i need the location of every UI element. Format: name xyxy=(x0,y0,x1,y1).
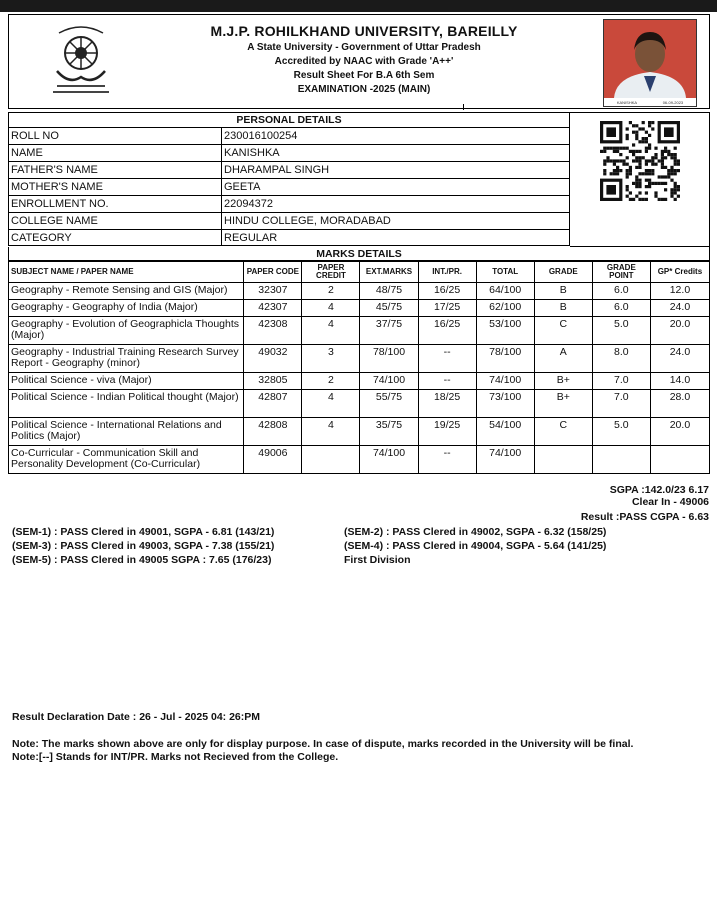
photo-name: KANISHKA xyxy=(616,99,638,105)
table-cell: 8.0 xyxy=(592,345,650,373)
marks-column-header: GRADE POINT xyxy=(592,262,650,283)
table-cell: 24.0 xyxy=(650,345,709,373)
divider-tick xyxy=(463,104,464,110)
table-cell: 19/25 xyxy=(418,418,476,446)
table-cell: 32805 xyxy=(244,373,302,390)
university-status: A State University - Government of Uttar Pradesh xyxy=(247,42,481,53)
division: First Division xyxy=(344,554,411,566)
table-cell: 4 xyxy=(302,390,360,418)
table-cell: C xyxy=(534,317,592,345)
personal-details-heading: PERSONAL DETAILS xyxy=(8,112,570,127)
table-cell: 2 xyxy=(302,373,360,390)
table-cell: 16/25 xyxy=(418,283,476,300)
table-cell: -- xyxy=(418,373,476,390)
table-cell: Political Science - International Relations and Politics (Major) xyxy=(9,418,244,446)
table-cell: 3 xyxy=(302,345,360,373)
table-cell: 54/100 xyxy=(476,418,534,446)
table-cell: 32307 xyxy=(244,283,302,300)
table-cell: 73/100 xyxy=(476,390,534,418)
marks-column-header: PAPER CODE xyxy=(244,262,302,283)
table-cell: 35/75 xyxy=(360,418,418,446)
table-cell: 78/100 xyxy=(476,345,534,373)
personal-row xyxy=(8,229,570,246)
sgpa-value: SGPA :142.0/23 6.17 xyxy=(609,484,709,496)
table-cell: 53/100 xyxy=(476,317,534,345)
table-cell: 74/100 xyxy=(360,446,418,474)
table-cell: 6.0 xyxy=(592,283,650,300)
table-cell: 42808 xyxy=(244,418,302,446)
table-cell: 4 xyxy=(302,317,360,345)
marks-column-header: INT./PR. xyxy=(418,262,476,283)
photo-date: 06-09-2023 xyxy=(662,99,684,105)
marks-table xyxy=(8,261,710,474)
qr-code-icon xyxy=(600,121,680,201)
personal-label: FATHER'S NAME xyxy=(9,162,222,178)
table-cell: 42308 xyxy=(244,317,302,345)
top-bar xyxy=(0,0,717,12)
table-cell: 62/100 xyxy=(476,300,534,317)
table-row xyxy=(9,300,710,317)
table-cell: 4 xyxy=(302,418,360,446)
table-cell: Geography - Remote Sensing and GIS (Major) xyxy=(9,283,244,300)
table-cell: B xyxy=(534,283,592,300)
personal-row xyxy=(8,195,570,212)
table-cell: 45/75 xyxy=(360,300,418,317)
table-cell: 20.0 xyxy=(650,418,709,446)
table-cell: 49006 xyxy=(244,446,302,474)
table-cell: 4 xyxy=(302,300,360,317)
clear-in: Clear In - 49006 xyxy=(631,496,709,508)
table-cell: 37/75 xyxy=(360,317,418,345)
table-row xyxy=(9,418,710,446)
personal-row xyxy=(8,144,570,161)
table-cell: 55/75 xyxy=(360,390,418,418)
table-cell: 74/100 xyxy=(476,373,534,390)
note-display: Note: The marks shown above are only for display purpose. In case of dispute, marks recorded in the University will be final. xyxy=(12,738,634,750)
table-cell: 6.0 xyxy=(592,300,650,317)
table-cell: 7.0 xyxy=(592,390,650,418)
table-cell: 24.0 xyxy=(650,300,709,317)
sem-4-result: (SEM-4) : PASS Clered in 49004, SGPA - 5.64 (141/25) xyxy=(344,540,607,552)
personal-value: 22094372 xyxy=(224,198,273,210)
sem-1-result: (SEM-1) : PASS Clered in 49001, SGPA - 6.81 (143/21) xyxy=(12,526,275,538)
personal-value: KANISHKA xyxy=(224,147,280,159)
note-int-pr: Note:[--] Stands for INT/PR. Marks not Recieved from the College. xyxy=(12,751,339,763)
table-cell: 48/75 xyxy=(360,283,418,300)
table-cell: Geography - Geography of India (Major) xyxy=(9,300,244,317)
personal-row xyxy=(8,178,570,195)
personal-label: COLLEGE NAME xyxy=(9,213,222,229)
table-cell: 20.0 xyxy=(650,317,709,345)
qr-code-box xyxy=(570,112,710,247)
sem-2-result: (SEM-2) : PASS Clered in 49002, SGPA - 6.32 (158/25) xyxy=(344,526,607,538)
personal-details xyxy=(8,112,710,247)
table-cell: 12.0 xyxy=(650,283,709,300)
table-cell: Geography - Evolution of Geographicla Thoughts (Major) xyxy=(9,317,244,345)
table-cell xyxy=(302,446,360,474)
table-row xyxy=(9,345,710,373)
marks-column-header: GP* Credits xyxy=(650,262,709,283)
notes xyxy=(12,738,633,764)
university-name: M.J.P. ROHILKHAND UNIVERSITY, BAREILLY xyxy=(210,23,518,39)
table-cell: 74/100 xyxy=(476,446,534,474)
table-cell: B+ xyxy=(534,373,592,390)
table-cell: 5.0 xyxy=(592,418,650,446)
marks-details-heading: MARKS DETAILS xyxy=(8,247,710,261)
personal-row xyxy=(8,161,570,178)
table-cell: C xyxy=(534,418,592,446)
table-cell: 17/25 xyxy=(418,300,476,317)
sgpa-summary xyxy=(610,484,709,508)
declaration-date: Result Declaration Date : 26 - Jul - 2025 04: 26:PM xyxy=(12,711,261,723)
personal-value: REGULAR xyxy=(224,232,278,244)
table-row xyxy=(9,373,710,390)
table-cell: 78/100 xyxy=(360,345,418,373)
result-cgpa: Result :PASS CGPA - 6.63 xyxy=(580,511,709,523)
personal-value: GEETA xyxy=(224,181,261,193)
table-cell: B+ xyxy=(534,390,592,418)
table-cell: 42307 xyxy=(244,300,302,317)
personal-value: DHARAMPAL SINGH xyxy=(224,164,330,176)
table-cell: A xyxy=(534,345,592,373)
accreditation: Accredited by NAAC with Grade 'A++' xyxy=(274,56,454,67)
personal-label: NAME xyxy=(9,145,222,161)
university-logo-icon xyxy=(39,19,123,103)
semester-results-right xyxy=(344,525,606,567)
table-cell xyxy=(650,446,709,474)
table-cell: 28.0 xyxy=(650,390,709,418)
examination-title: EXAMINATION -2025 (MAIN) xyxy=(297,84,431,95)
table-cell: 42807 xyxy=(244,390,302,418)
marks-column-header: GRADE xyxy=(534,262,592,283)
table-cell xyxy=(592,446,650,474)
marks-column-header: SUBJECT NAME / PAPER NAME xyxy=(9,262,244,283)
table-row xyxy=(9,390,710,418)
table-cell: 49032 xyxy=(244,345,302,373)
sem-5-result: (SEM-5) : PASS Clered in 49005 SGPA : 7.65 (176/23) xyxy=(12,554,272,566)
table-cell: 16/25 xyxy=(418,317,476,345)
table-cell: 2 xyxy=(302,283,360,300)
table-row xyxy=(9,283,710,300)
table-cell: Political Science - Indian Political thought (Major) xyxy=(9,390,244,418)
personal-label: MOTHER'S NAME xyxy=(9,179,222,195)
table-cell: 7.0 xyxy=(592,373,650,390)
table-row xyxy=(9,446,710,474)
table-cell: B xyxy=(534,300,592,317)
table-cell: 74/100 xyxy=(360,373,418,390)
personal-label: ROLL NO xyxy=(9,128,222,144)
result-sheet-title: Result Sheet For B.A 6th Sem xyxy=(293,70,435,81)
personal-row xyxy=(8,127,570,144)
table-cell: -- xyxy=(418,446,476,474)
table-cell: Co-Curricular - Communication Skill and Personality Development (Co-Curricular) xyxy=(9,446,244,474)
table-cell xyxy=(534,446,592,474)
personal-label: CATEGORY xyxy=(9,230,222,245)
personal-value: HINDU COLLEGE, MORADABAD xyxy=(224,215,391,227)
marks-column-header: TOTAL xyxy=(476,262,534,283)
table-row xyxy=(9,317,710,345)
personal-label: ENROLLMENT NO. xyxy=(9,196,222,212)
table-cell: 14.0 xyxy=(650,373,709,390)
marks-column-header: PAPER CREDIT xyxy=(302,262,360,283)
table-cell: 18/25 xyxy=(418,390,476,418)
semester-results-left xyxy=(12,525,274,567)
table-cell: Political Science - viva (Major) xyxy=(9,373,244,390)
table-cell: 64/100 xyxy=(476,283,534,300)
sem-3-result: (SEM-3) : PASS Clered in 49003, SGPA - 7.38 (155/21) xyxy=(12,540,275,552)
table-cell: -- xyxy=(418,345,476,373)
table-cell: 5.0 xyxy=(592,317,650,345)
table-cell: Geography - Industrial Training Research Survey Report - Geography (minor) xyxy=(9,345,244,373)
marks-column-header: EXT.MARKS xyxy=(360,262,418,283)
result-header xyxy=(8,14,710,109)
personal-row xyxy=(8,212,570,229)
personal-value: 230016100254 xyxy=(224,130,298,142)
student-photo xyxy=(603,19,697,107)
